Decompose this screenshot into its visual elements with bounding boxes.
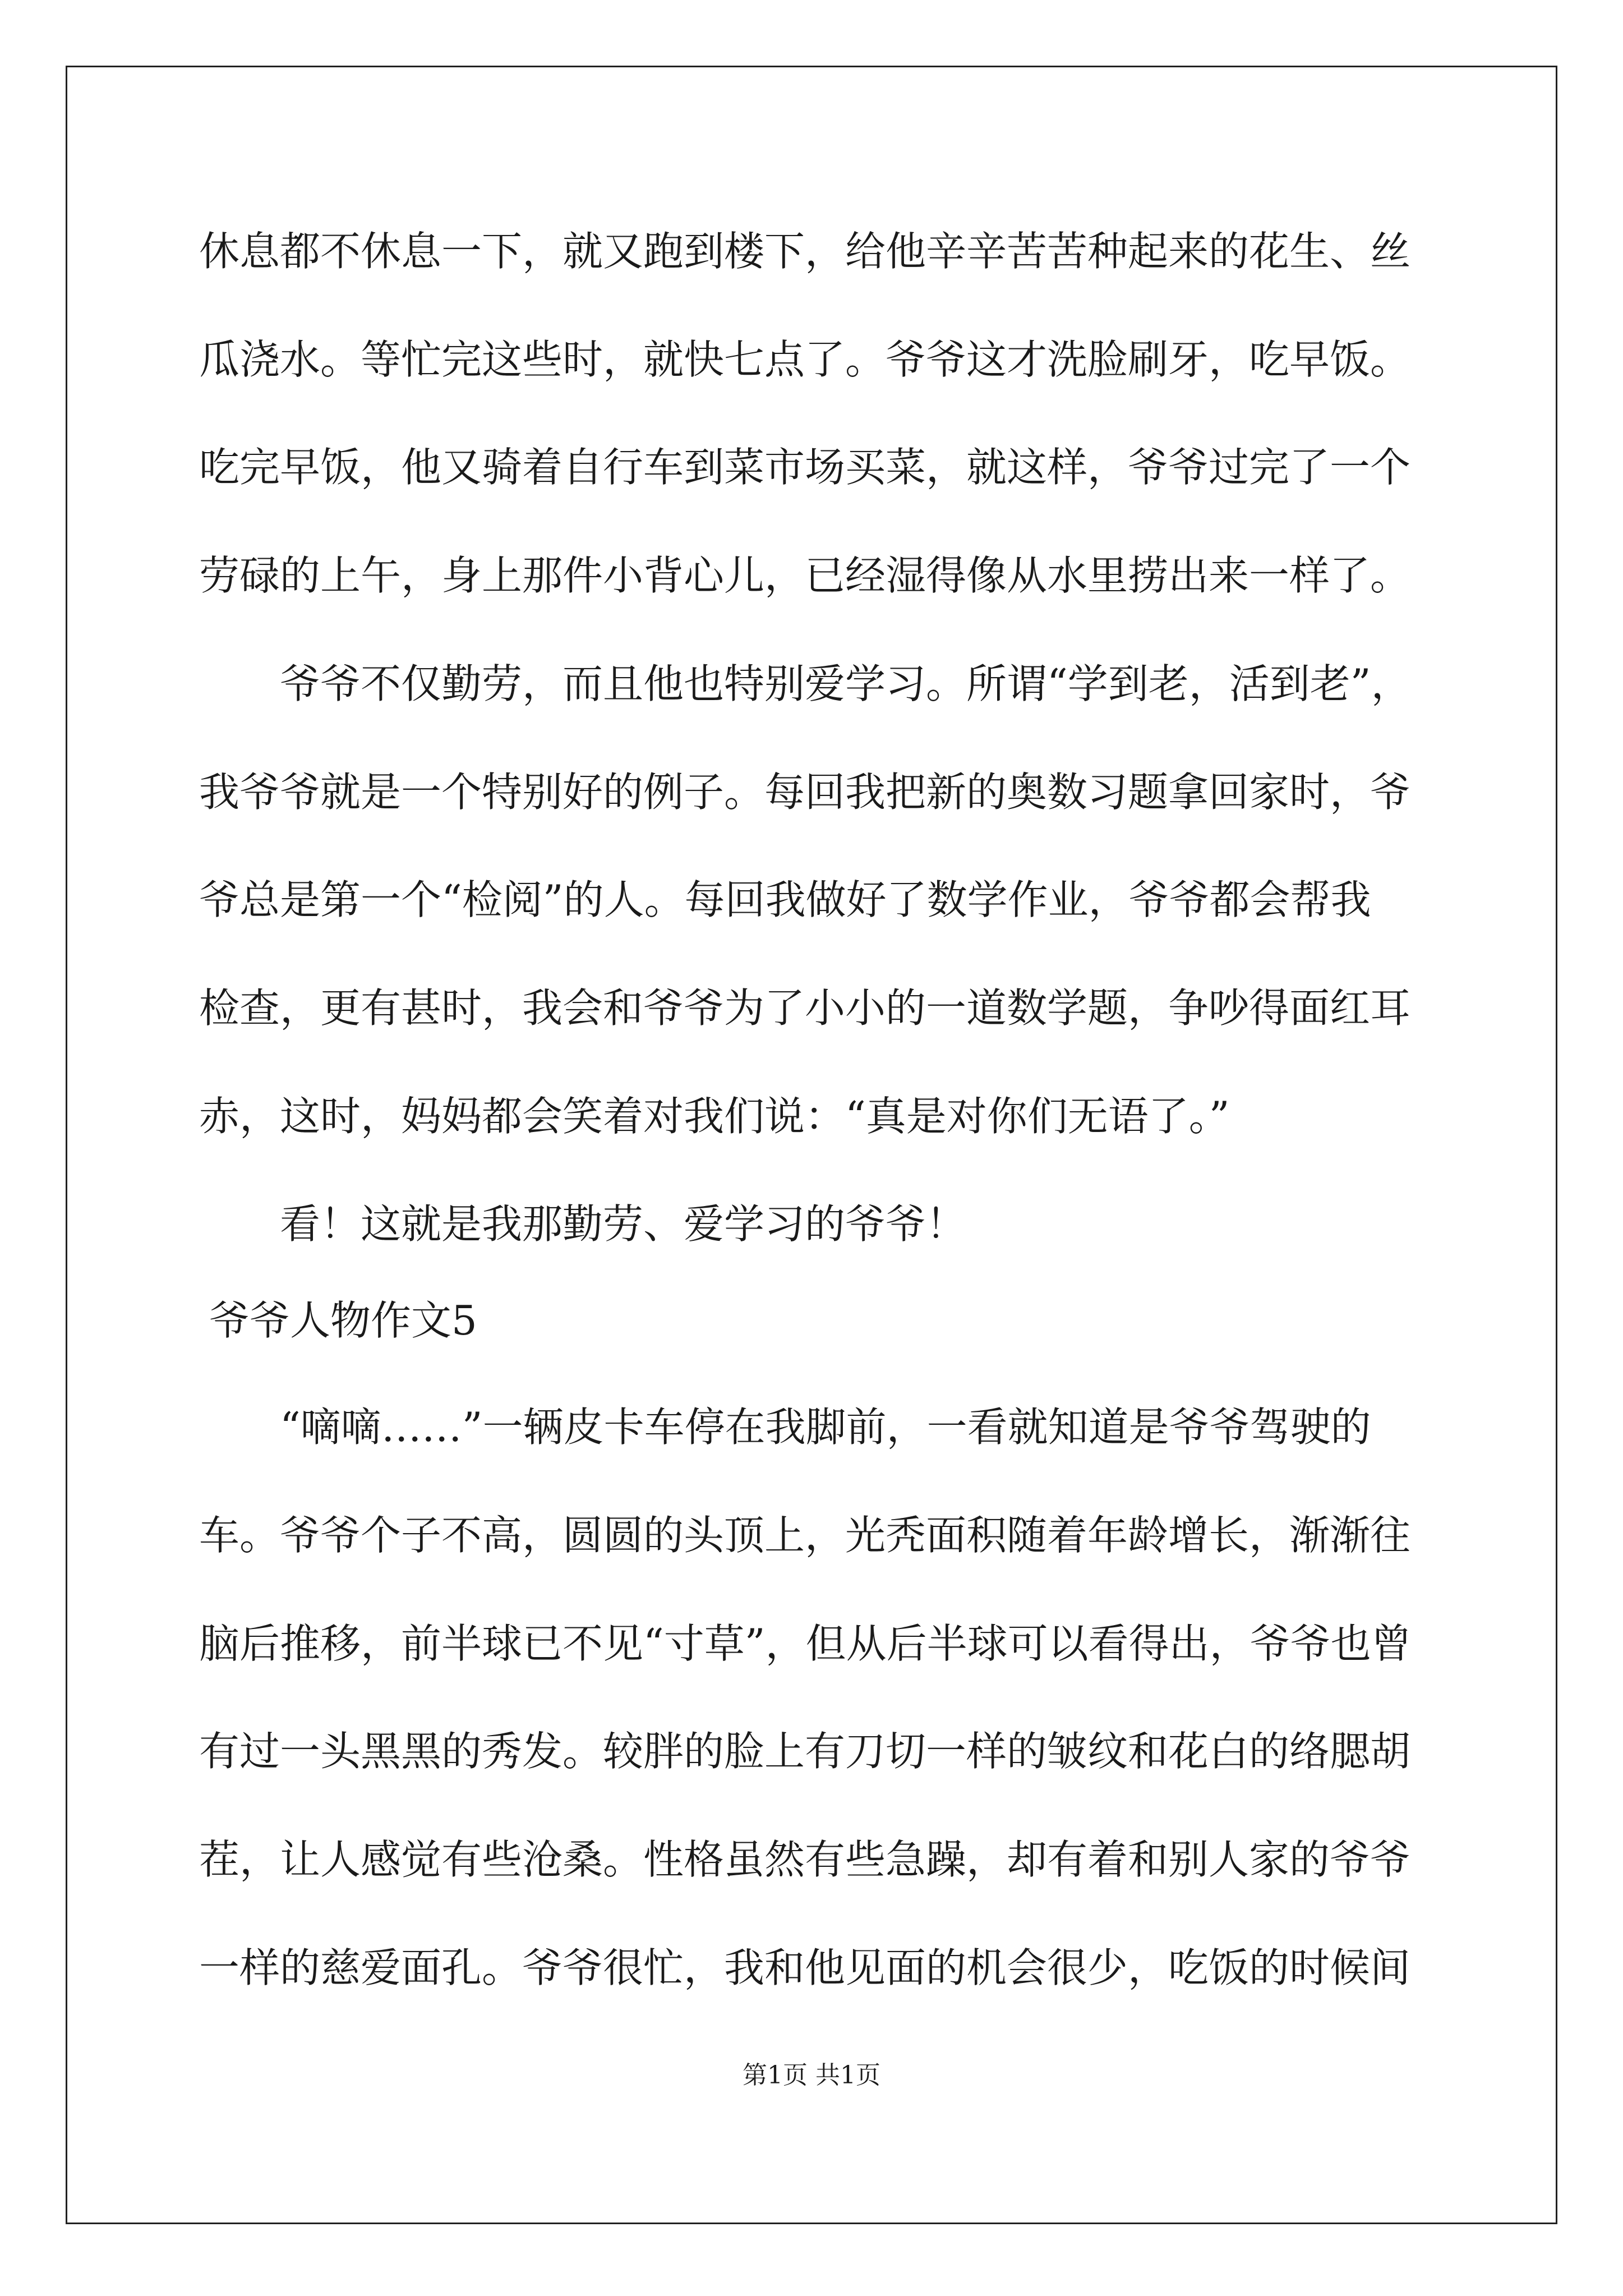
page-frame [66,66,1557,2224]
paragraph-line: 脑后推移，前半球已不见“寸草”，但从后半球可以看得出，爷爷也曾 [199,1620,1412,1667]
paragraph-line: 爷总是第一个“检阅”的人。每回我做好了数学作业，爷爷都会帮我 [199,876,1371,923]
paragraph-line: 爷爷不仅勤劳，而且他也特别爱学习。所谓“学到老，活到老”， [280,660,1412,707]
paragraph-line: 赤，这时，妈妈都会笑着对我们说：“真是对你们无语了。” [199,1093,1230,1140]
paragraph-line: 我爷爷就是一个特别好的例子。每回我把新的奥数习题拿回家时，爷 [199,769,1411,816]
paragraph-line: 一样的慈爱面孔。爷爷很忙，我和他见面的机会很少，吃饭的时候间 [199,1944,1411,1991]
paragraph-line: 吃完早饭，他又骑着自行车到菜市场买菜，就这样，爷爷过完了一个 [199,444,1411,491]
page-footer: 第1页 共1页 [743,2061,880,2090]
paragraph-line: 检查，更有甚时，我会和爷爷为了小小的一道数学题，争吵得面红耳 [199,984,1411,1032]
paragraph-line: 劳碌的上午，身上那件小背心儿，已经湿得像从水里捞出来一样了。 [199,552,1411,599]
paragraph-line: 休息都不休息一下，就又跑到楼下，给他辛辛苦苦种起来的花生、丝 [199,228,1411,275]
paragraph-line: 看！这就是我那勤劳、爱学习的爷爷！ [280,1200,967,1248]
section-heading: 爷爷人物作文5 [209,1297,477,1344]
paragraph-line: 瓜浇水。等忙完这些时，就快七点了。爷爷这才洗脸刷牙，吃早饭。 [199,336,1411,383]
paragraph-line: 茬，让人感觉有些沧桑。性格虽然有些急躁，却有着和别人家的爷爷 [199,1836,1411,1883]
paragraph-line: 有过一头黑黑的秀发。较胖的脸上有刀切一样的皱纹和花白的络腮胡 [199,1728,1411,1775]
paragraph-line: 车。爷爷个子不高，圆圆的头顶上，光秃面积随着年龄增长，渐渐往 [199,1512,1411,1559]
paragraph-line: “嘀嘀……”一辆皮卡车停在我脚前，一看就知道是爷爷驾驶的 [280,1404,1371,1451]
